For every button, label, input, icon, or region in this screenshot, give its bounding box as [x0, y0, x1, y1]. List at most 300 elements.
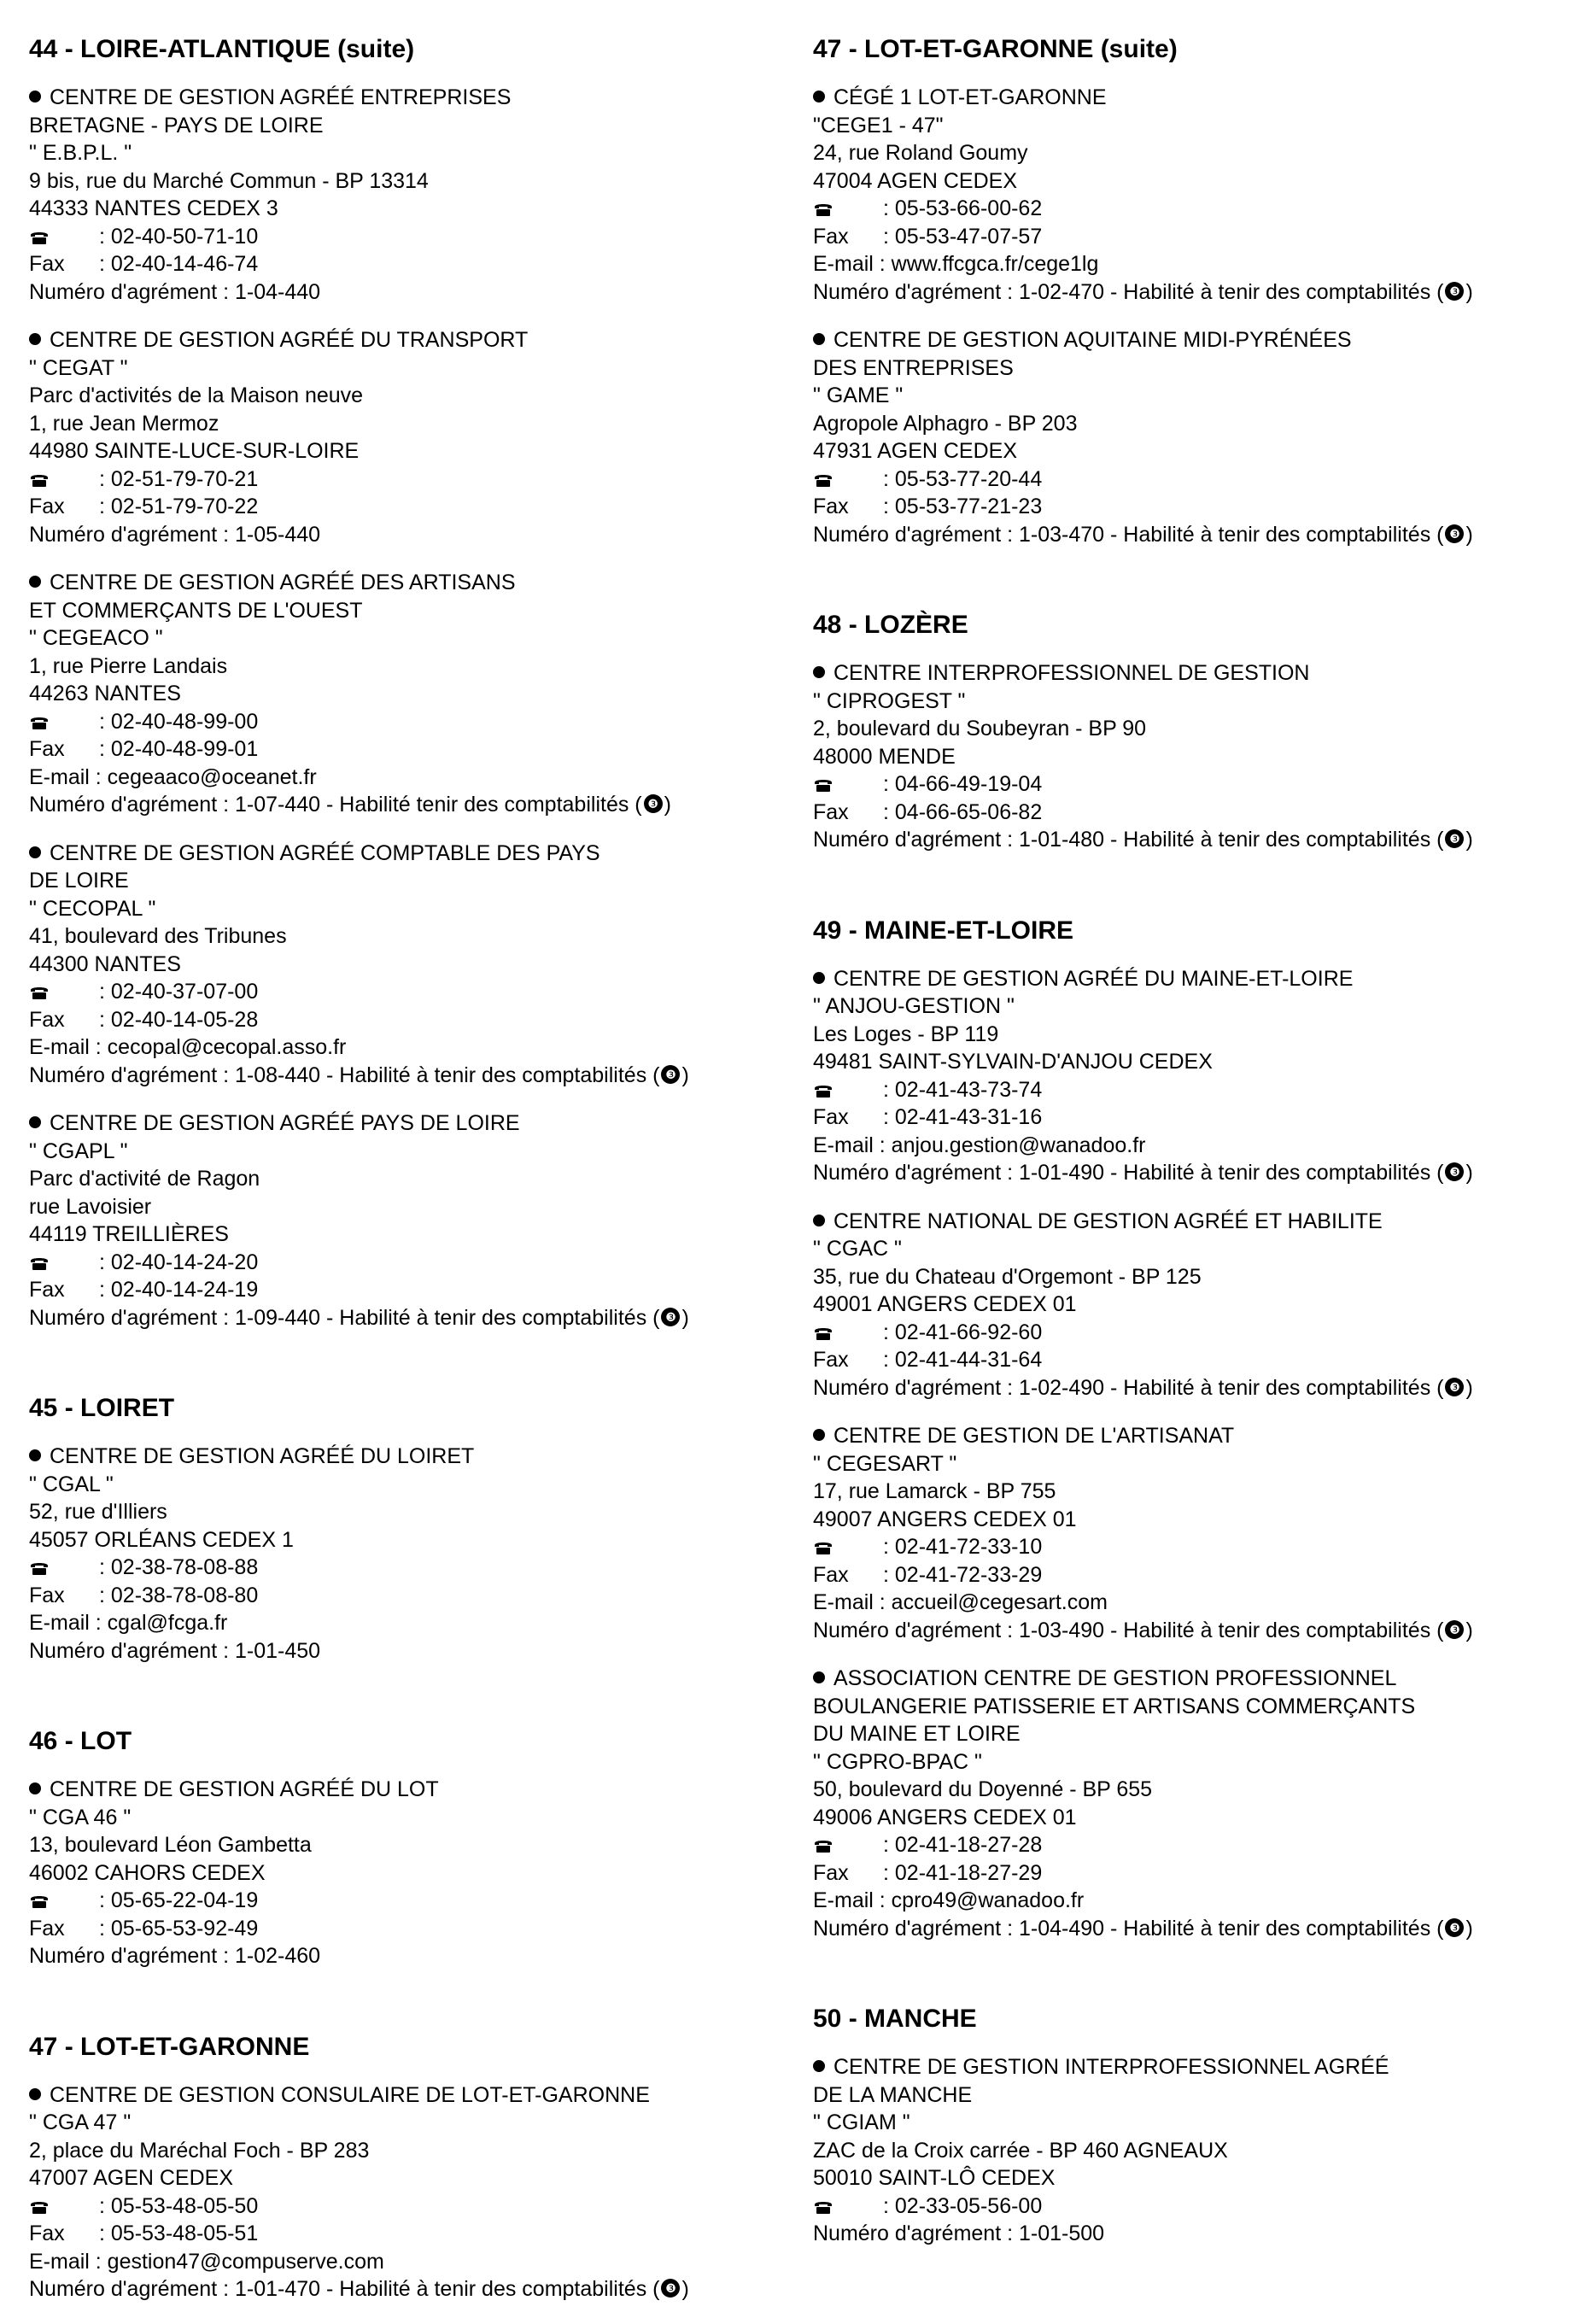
habilite-close: )	[664, 793, 671, 817]
entry-name-text: CENTRE DE GESTION AGRÉÉ ENTREPRISES	[50, 85, 512, 109]
entry-name	[813, 1720, 1547, 1748]
entry-name-text: CENTRE DE GESTION INTERPROFESSIONNEL AGRÉÉ	[833, 2055, 1389, 2079]
habilite-close: )	[1465, 522, 1473, 547]
entry-email: E-mail : anjou.gestion@wanadoo.fr	[813, 1133, 1146, 1157]
fax-value: : 02-40-14-46-74	[99, 252, 259, 276]
entry-address: 44119 TREILLIÈRES	[29, 1222, 229, 1246]
directory-entry	[29, 2081, 763, 2304]
phone-icon	[29, 467, 50, 483]
entry-name-text: CENTRE DE GESTION AQUITAINE MIDI-PYRÉNÉES	[833, 328, 1352, 352]
phone-value: : 05-65-22-04-19	[99, 1888, 259, 1912]
agrement-text: Numéro d'agrément : 1-04-440	[29, 279, 321, 304]
directory-entry	[813, 1665, 1547, 1942]
phone-value: : 02-51-79-70-21	[99, 466, 259, 491]
habilite-text: - Habilité à tenir des comptabilités (	[1104, 1161, 1444, 1185]
entry-address: 2, place du Maréchal Foch - BP 283	[29, 2138, 370, 2163]
entry-name-text: CÉGÉ 1 LOT-ET-GARONNE	[833, 85, 1107, 109]
entry-phone	[29, 465, 763, 494]
entry-agrement	[813, 2220, 1547, 2248]
entry-fax	[813, 1561, 1547, 1589]
fax-value: : 04-66-65-06-82	[883, 799, 1043, 824]
entry-address: 52, rue d'Illiers	[29, 1500, 167, 1524]
fax-value: : 05-53-48-05-51	[99, 2222, 259, 2245]
fax-value: : 02-41-72-33-29	[883, 1562, 1043, 1587]
entry-address: 45057 ORLÉANS CEDEX 1	[29, 1527, 294, 1552]
entry-agrement	[813, 278, 1547, 307]
entry-name	[813, 965, 1547, 993]
entry-address: 47007 AGEN CEDEX	[29, 2166, 234, 2190]
entry-name	[813, 1665, 1547, 1693]
entry-address: 46002 CAHORS CEDEX	[29, 1860, 266, 1885]
entry-name-text: BOULANGERIE PATISSERIE ET ARTISANS COMMERÇANTS	[813, 1694, 1416, 1718]
entry-name-text: CENTRE DE GESTION AGRÉÉ DES ARTISANS	[50, 571, 516, 594]
phone-value: : 05-53-66-00-62	[883, 196, 1043, 220]
phone-icon	[29, 225, 50, 240]
entry-name	[813, 354, 1547, 383]
fax-label: Fax	[29, 2222, 65, 2245]
phone-icon	[813, 2194, 833, 2210]
section-title: 47 - LOT-ET-GARONNE (suite)	[813, 35, 1178, 63]
entry-name-text: CENTRE DE GESTION DE L'ARTISANAT	[833, 1424, 1235, 1448]
entry-address: 44980 SAINTE-LUCE-SUR-LOIRE	[29, 439, 360, 463]
agrement-text: Numéro d'agrément : 1-02-460	[29, 1944, 321, 1968]
entry-phone	[29, 223, 763, 251]
entry-address: 47931 AGEN CEDEX	[813, 439, 1018, 463]
habilite-text: - Habilité à tenir des comptabilités (	[320, 2277, 660, 2301]
entry-address: 50, boulevard du Doyenné - BP 655	[813, 1777, 1153, 1801]
habilite-icon: ❸	[1445, 1162, 1464, 1181]
entry-acronym: " CEGESART "	[813, 1451, 957, 1476]
entry-name	[29, 597, 763, 625]
agrement-text: Numéro d'agrément : 1-03-490	[813, 1618, 1105, 1642]
section-title: 48 - LOZÈRE	[813, 611, 968, 639]
entry-name-text: CENTRE NATIONAL DE GESTION AGRÉÉ ET HABILITE	[833, 1209, 1383, 1233]
bullet-icon	[29, 1783, 41, 1794]
entry-address: 44263 NANTES	[29, 682, 181, 705]
entry-acronym: " ANJOU-GESTION "	[813, 994, 1015, 1018]
entry-acronym: " GAME "	[813, 383, 904, 407]
entry-name	[29, 326, 763, 354]
habilite-close: )	[1465, 279, 1473, 304]
fax-label: Fax	[29, 495, 65, 518]
habilite-text: - Habilité à tenir des comptabilités (	[1104, 279, 1444, 304]
habilite-close: )	[681, 2277, 689, 2301]
entry-acronym: " CECOPAL "	[29, 896, 156, 921]
agrement-text: Numéro d'agrément : 1-01-500	[813, 2222, 1105, 2245]
phone-icon	[29, 980, 50, 995]
agrement-text: Numéro d'agrément : 1-02-470	[813, 279, 1105, 304]
phone-icon	[29, 1888, 50, 1904]
entry-address: 9 bis, rue du Marché Commun - BP 13314	[29, 168, 429, 193]
agrement-text: Numéro d'agrément : 1-02-490	[813, 1375, 1105, 1400]
habilite-icon: ❸	[1445, 1378, 1464, 1396]
directory-entry	[813, 84, 1547, 306]
entry-acronym: " CGAC "	[813, 1237, 902, 1261]
phone-value: : 04-66-49-19-04	[883, 772, 1043, 796]
habilite-icon: ❸	[661, 1065, 680, 1084]
bullet-icon	[813, 666, 825, 678]
entry-address: 49006 ANGERS CEDEX 01	[813, 1805, 1077, 1829]
phone-icon	[813, 1078, 833, 1093]
entry-agrement	[813, 1617, 1547, 1645]
entry-name-text: BRETAGNE - PAYS DE LOIRE	[29, 113, 324, 138]
entry-name	[813, 84, 1547, 112]
habilite-close: )	[681, 1305, 689, 1330]
phone-icon	[813, 1535, 833, 1550]
fax-value: : 05-65-53-92-49	[99, 1916, 259, 1941]
fax-label: Fax	[813, 1562, 849, 1587]
entry-agrement	[29, 1304, 763, 1332]
entry-acronym: " CGPRO-BPAC "	[813, 1749, 982, 1774]
fax-label: Fax	[29, 1916, 65, 1941]
entry-fax	[29, 1915, 763, 1943]
bullet-icon	[813, 2060, 825, 2072]
directory-entry	[29, 84, 763, 306]
entry-name-text: CENTRE DE GESTION AGRÉÉ DU TRANSPORT	[50, 328, 529, 352]
bullet-icon	[813, 1671, 825, 1683]
phone-icon	[813, 196, 833, 212]
directory-entry	[813, 326, 1547, 548]
phone-icon	[813, 467, 833, 483]
fax-label: Fax	[29, 252, 65, 276]
phone-value: : 02-41-43-73-74	[883, 1077, 1043, 1102]
directory-entry	[29, 1109, 763, 1332]
phone-icon-wrap	[29, 1554, 99, 1582]
bullet-icon	[813, 1429, 825, 1441]
entry-name	[813, 2053, 1547, 2081]
entry-email: E-mail : cpro49@wanadoo.fr	[813, 1888, 1085, 1912]
entry-acronym: " CGAPL "	[29, 1139, 128, 1163]
phone-icon	[813, 772, 833, 787]
bullet-icon	[29, 2088, 41, 2100]
agrement-text: Numéro d'agrément : 1-01-490	[813, 1161, 1105, 1185]
phone-icon-wrap	[29, 1887, 99, 1915]
entry-agrement	[29, 1942, 763, 1970]
entry-address: 49007 ANGERS CEDEX 01	[813, 1507, 1077, 1531]
entry-address: 44333 NANTES CEDEX 3	[29, 196, 278, 220]
phone-value: : 05-53-48-05-50	[99, 2193, 259, 2218]
habilite-text: - Habilité à tenir des comptabilités (	[320, 1305, 660, 1330]
entry-fax	[813, 493, 1547, 521]
section-title: 46 - LOT	[29, 1727, 132, 1755]
entry-fax	[29, 493, 763, 521]
entry-phone	[813, 465, 1547, 494]
entry-fax	[813, 1346, 1547, 1374]
entry-fax	[29, 735, 763, 764]
entry-fax	[29, 2220, 763, 2248]
agrement-text: Numéro d'agrément : 1-01-470	[29, 2277, 321, 2301]
entry-name	[813, 1693, 1547, 1721]
entry-acronym: "CEGE1 - 47"	[813, 113, 944, 138]
entry-phone	[813, 1533, 1547, 1561]
phone-value: : 02-40-50-71-10	[99, 224, 259, 249]
entry-address: 44300 NANTES	[29, 951, 181, 976]
entry-phone	[813, 1319, 1547, 1347]
habilite-text: - Habilité à tenir des comptabilités (	[1104, 522, 1444, 547]
entry-name	[813, 659, 1547, 688]
phone-value: : 02-41-72-33-10	[883, 1535, 1043, 1559]
habilite-text: - Habilité à tenir des comptabilités (	[1104, 1375, 1444, 1400]
entry-name	[813, 1208, 1547, 1236]
entry-address: 49481 SAINT-SYLVAIN-D'ANJOU CEDEX	[813, 1050, 1213, 1074]
entry-agrement	[29, 2275, 763, 2304]
directory-entry	[813, 965, 1547, 1187]
entry-address: 49001 ANGERS CEDEX 01	[813, 1292, 1077, 1316]
habilite-icon: ❸	[644, 794, 663, 813]
directory-entry	[29, 569, 763, 819]
habilite-close: )	[1465, 1375, 1473, 1400]
agrement-text: Numéro d'agrément : 1-07-440	[29, 793, 321, 817]
entry-name-text: CENTRE DE GESTION AGRÉÉ DU MAINE-ET-LOIRE	[833, 966, 1354, 991]
section-title: 44 - LOIRE-ATLANTIQUE (suite)	[29, 35, 415, 63]
entry-phone	[813, 1831, 1547, 1859]
entry-name-text: CENTRE DE GESTION AGRÉÉ COMPTABLE DES PAYS	[50, 840, 600, 865]
entry-agrement	[813, 1915, 1547, 1943]
fax-label: Fax	[29, 1583, 65, 1607]
entry-address: Agropole Alphagro - BP 203	[813, 411, 1078, 436]
entry-acronym: " E.B.P.L. "	[29, 141, 132, 165]
phone-icon-wrap	[813, 1319, 883, 1347]
agrement-text: Numéro d'agrément : 1-01-450	[29, 1638, 321, 1663]
habilite-text: - Habilité à tenir des comptabilités (	[1104, 1916, 1444, 1941]
directory-entry	[813, 1422, 1547, 1644]
entry-name-text: CENTRE DE GESTION AGRÉÉ DU LOIRET	[50, 1444, 475, 1468]
entry-phone	[29, 708, 763, 736]
entry-agrement	[29, 791, 763, 819]
phone-icon-wrap	[29, 465, 99, 494]
entry-agrement	[29, 521, 763, 549]
bullet-icon	[29, 333, 41, 345]
entry-email: E-mail : cgal@fcga.fr	[29, 1611, 228, 1635]
entry-name	[813, 1422, 1547, 1450]
phone-icon-wrap	[29, 2192, 99, 2221]
phone-icon	[29, 1555, 50, 1571]
entry-address: 2, boulevard du Soubeyran - BP 90	[813, 717, 1147, 741]
fax-value: : 02-41-44-31-64	[883, 1348, 1043, 1372]
entry-fax	[29, 1276, 763, 1304]
entry-acronym: " CGA 47 "	[29, 2110, 132, 2134]
phone-icon-wrap	[813, 1076, 883, 1104]
entry-acronym: " CEGEACO "	[29, 626, 163, 650]
fax-label: Fax	[813, 799, 849, 824]
entry-phone	[29, 978, 763, 1006]
entry-name	[29, 569, 763, 597]
entry-acronym: " CGA 46 "	[29, 1805, 132, 1829]
entry-email: E-mail : www.ffcgca.fr/cege1lg	[813, 252, 1099, 276]
agrement-text: Numéro d'agrément : 1-01-480	[813, 828, 1105, 852]
entry-name	[29, 1776, 763, 1804]
entry-address: Parc d'activité de Ragon	[29, 1167, 260, 1191]
entry-fax	[29, 1582, 763, 1610]
bullet-icon	[813, 333, 825, 345]
entry-fax	[813, 223, 1547, 251]
directory-entry	[813, 2053, 1547, 2248]
phone-icon	[29, 2194, 50, 2210]
directory-entry	[29, 1776, 763, 1970]
habilite-text: - Habilité tenir des comptabilités (	[320, 793, 642, 817]
fax-label: Fax	[29, 737, 65, 761]
entry-email: E-mail : gestion47@compuserve.com	[29, 2249, 384, 2274]
left-column	[29, 34, 763, 2324]
phone-icon	[813, 1833, 833, 1848]
section-title: 45 - LOIRET	[29, 1394, 175, 1422]
agrement-text: Numéro d'agrément : 1-08-440	[29, 1062, 321, 1087]
habilite-text: - Habilité à tenir des comptabilités (	[1104, 828, 1444, 852]
entry-fax	[29, 250, 763, 278]
bullet-icon	[29, 576, 41, 588]
section-title: 49 - MAINE-ET-LOIRE	[813, 916, 1074, 945]
agrement-text: Numéro d'agrément : 1-05-440	[29, 522, 321, 547]
entry-acronym: " CGAL "	[29, 1472, 114, 1496]
phone-icon-wrap	[29, 978, 99, 1006]
entry-name	[29, 2081, 763, 2110]
entry-name	[29, 112, 763, 140]
bullet-icon	[29, 1449, 41, 1461]
entry-name-text: CENTRE DE GESTION AGRÉÉ DU LOT	[50, 1777, 439, 1801]
entry-address: rue Lavoisier	[29, 1194, 152, 1219]
fax-label: Fax	[29, 1007, 65, 1032]
entry-address: 24, rue Roland Goumy	[813, 141, 1028, 165]
entry-phone	[29, 1249, 763, 1277]
entry-name-text: CENTRE DE GESTION CONSULAIRE DE LOT-ET-GARONNE	[50, 2082, 650, 2107]
phone-value: : 02-40-48-99-00	[99, 709, 259, 734]
fax-label: Fax	[29, 1278, 65, 1302]
phone-value: : 02-41-18-27-28	[883, 1833, 1043, 1857]
entry-agrement	[29, 1637, 763, 1665]
entry-fax	[29, 1006, 763, 1034]
entry-name	[29, 1443, 763, 1471]
entry-email: E-mail : cegeaaco@oceanet.fr	[29, 764, 317, 789]
bullet-icon	[29, 91, 41, 102]
entry-address: Parc d'activités de la Maison neuve	[29, 383, 364, 407]
fax-label: Fax	[813, 1860, 849, 1885]
phone-icon-wrap	[813, 195, 883, 223]
fax-value: : 02-40-14-05-28	[99, 1007, 259, 1032]
entry-phone	[29, 1887, 763, 1915]
fax-value: : 02-51-79-70-22	[99, 495, 259, 518]
entry-acronym: " CIPROGEST "	[813, 688, 966, 713]
habilite-icon: ❸	[1445, 1620, 1464, 1639]
entry-address: 47004 AGEN CEDEX	[813, 168, 1018, 193]
entry-phone	[813, 195, 1547, 223]
phone-icon-wrap	[29, 708, 99, 736]
fax-label: Fax	[813, 1348, 849, 1372]
entry-name-text: ASSOCIATION CENTRE DE GESTION PROFESSIONNEL	[833, 1666, 1397, 1690]
directory-entry	[813, 1208, 1547, 1402]
habilite-text: - Habilité à tenir des comptabilités (	[320, 1062, 660, 1087]
entry-acronym: " CGIAM "	[813, 2110, 910, 2134]
entry-name-text: CENTRE DE GESTION AGRÉÉ PAYS DE LOIRE	[50, 1111, 520, 1135]
entry-address: 17, rue Lamarck - BP 755	[813, 1479, 1056, 1503]
bullet-icon	[29, 1116, 41, 1128]
fax-label: Fax	[813, 224, 849, 249]
entry-address: Les Loges - BP 119	[813, 1022, 999, 1046]
entry-address: 1, rue Pierre Landais	[29, 653, 228, 678]
bullet-icon	[813, 91, 825, 102]
entry-name-text: DU MAINE ET LOIRE	[813, 1722, 1021, 1746]
entry-phone	[813, 770, 1547, 799]
entry-name-text: CENTRE INTERPROFESSIONNEL DE GESTION	[833, 661, 1310, 685]
agrement-text: Numéro d'agrément : 1-09-440	[29, 1305, 321, 1330]
phone-icon-wrap	[813, 770, 883, 799]
phone-icon	[29, 1250, 50, 1266]
entry-address: ZAC de la Croix carrée - BP 460 AGNEAUX	[813, 2138, 1228, 2163]
entry-phone	[29, 2192, 763, 2221]
entry-name	[29, 840, 763, 868]
phone-icon	[813, 1320, 833, 1336]
habilite-close: )	[681, 1062, 689, 1087]
entry-name-text: DE LA MANCHE	[813, 2082, 973, 2107]
agrement-text: Numéro d'agrément : 1-03-470	[813, 522, 1105, 547]
entry-address: 13, boulevard Léon Gambetta	[29, 1833, 312, 1857]
entry-email: E-mail : accueil@cegesart.com	[813, 1590, 1108, 1614]
fax-value: : 02-41-43-31-16	[883, 1105, 1043, 1129]
phone-icon-wrap	[813, 2192, 883, 2221]
directory-entry	[813, 659, 1547, 854]
directory-entry	[29, 1443, 763, 1665]
section-title: 50 - MANCHE	[813, 2005, 977, 2033]
entry-fax	[813, 799, 1547, 827]
habilite-close: )	[1465, 1161, 1473, 1185]
agrement-text: Numéro d'agrément : 1-04-490	[813, 1916, 1105, 1941]
phone-icon-wrap	[813, 465, 883, 494]
habilite-close: )	[1465, 1916, 1473, 1941]
phone-icon	[29, 710, 50, 725]
entry-agrement	[813, 1159, 1547, 1187]
entry-email: E-mail : cecopal@cecopal.asso.fr	[29, 1035, 347, 1059]
entry-address: 48000 MENDE	[813, 744, 956, 769]
phone-value: : 05-53-77-20-44	[883, 466, 1043, 491]
entry-agrement	[813, 1374, 1547, 1402]
habilite-icon: ❸	[1445, 524, 1464, 543]
entry-address: 35, rue du Chateau d'Orgemont - BP 125	[813, 1264, 1202, 1289]
entry-name-text: DE LOIRE	[29, 869, 129, 893]
entry-acronym: " CEGAT "	[29, 355, 128, 380]
entry-phone	[813, 2192, 1547, 2221]
habilite-icon: ❸	[661, 2279, 680, 2298]
phone-value: : 02-33-05-56-00	[883, 2193, 1043, 2218]
phone-value: : 02-40-37-07-00	[99, 980, 259, 1004]
habilite-close: )	[1465, 1618, 1473, 1642]
fax-value: : 05-53-77-21-23	[883, 495, 1043, 518]
entry-name	[813, 2081, 1547, 2110]
phone-icon-wrap	[29, 223, 99, 251]
fax-value: : 02-40-14-24-19	[99, 1278, 259, 1302]
section-title: 47 - LOT-ET-GARONNE	[29, 2032, 310, 2061]
phone-value: : 02-40-14-24-20	[99, 1250, 259, 1274]
fax-value: : 02-38-78-08-80	[99, 1583, 259, 1607]
fax-label: Fax	[813, 495, 849, 518]
phone-value: : 02-38-78-08-88	[99, 1555, 259, 1579]
habilite-icon: ❸	[661, 1308, 680, 1326]
phone-icon-wrap	[29, 1249, 99, 1277]
directory-entry	[29, 326, 763, 548]
phone-value: : 02-41-66-92-60	[883, 1320, 1043, 1344]
entry-address: 41, boulevard des Tribunes	[29, 924, 287, 948]
bullet-icon	[813, 1215, 825, 1226]
fax-value: : 05-53-47-07-57	[883, 224, 1043, 249]
phone-icon-wrap	[813, 1831, 883, 1859]
entry-name	[813, 326, 1547, 354]
entry-agrement	[29, 1062, 763, 1090]
habilite-icon: ❸	[1445, 829, 1464, 848]
entry-name	[29, 1109, 763, 1138]
habilite-close: )	[1465, 828, 1473, 852]
bullet-icon	[29, 846, 41, 858]
entry-phone	[29, 1554, 763, 1582]
bullet-icon	[813, 972, 825, 984]
entry-address: 1, rue Jean Mermoz	[29, 411, 219, 436]
